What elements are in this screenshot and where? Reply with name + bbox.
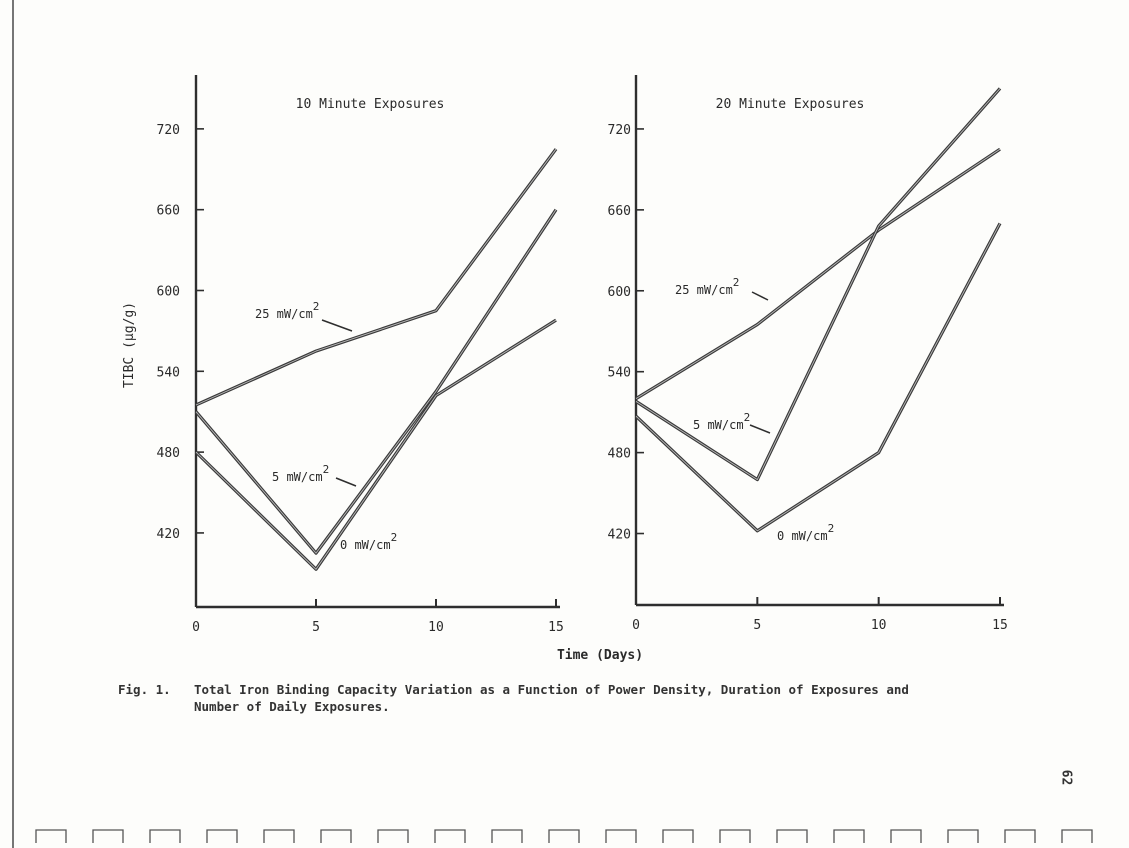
page-number: 62 xyxy=(1058,769,1074,786)
x-tick-label: 15 xyxy=(548,620,564,635)
series-lines xyxy=(196,149,556,569)
label-leader xyxy=(752,292,768,300)
y-tick-label: 720 xyxy=(156,122,180,138)
series-labels xyxy=(675,276,834,543)
perforation-mark xyxy=(606,830,636,843)
y-axis-label: TIBC (µg/g) xyxy=(122,301,137,389)
perforation-mark xyxy=(1005,830,1035,843)
x-tick-label: 15 xyxy=(992,618,1008,633)
series-line-0 xyxy=(636,149,1000,398)
label-leader xyxy=(322,320,352,331)
y-tick-label: 600 xyxy=(607,284,631,300)
y-tick-label: 420 xyxy=(156,526,180,542)
series-line-2 xyxy=(196,320,556,569)
y-tick-label: 540 xyxy=(607,365,631,381)
perforation-mark xyxy=(93,830,123,843)
perforation-mark xyxy=(150,830,180,843)
perforation-mark xyxy=(1062,830,1092,843)
series-label: 0 mW/cm2 xyxy=(777,522,835,543)
perforation-mark xyxy=(549,830,579,843)
x-tick-label: 10 xyxy=(870,618,887,633)
x-tick-label: 5 xyxy=(312,620,320,635)
caption-line-1: Total Iron Binding Capacity Variation as a Function of Power Density, Duration of Exposures and xyxy=(194,682,909,697)
series-line-highlight-2 xyxy=(196,320,556,569)
perforation-mark xyxy=(720,830,750,843)
perforation-mark xyxy=(948,830,978,843)
x-tick-label: 0 xyxy=(192,620,200,635)
series-label: 5 mW/cm2 xyxy=(272,463,330,484)
series-line-highlight-0 xyxy=(196,149,556,405)
perforation-mark xyxy=(435,830,465,843)
perforation-mark xyxy=(378,830,408,843)
panel-10-minute xyxy=(122,75,564,635)
series-label: 25 mW/cm2 xyxy=(255,300,320,321)
panel-title: 10 Minute Exposures xyxy=(295,97,445,112)
figure-caption xyxy=(118,681,1018,715)
perforation-strip xyxy=(36,830,1092,843)
axes xyxy=(608,75,1008,633)
x-tick-label: 10 xyxy=(428,620,444,635)
caption-line-2: Number of Daily Exposures. xyxy=(194,699,390,714)
y-tick-label: 720 xyxy=(607,122,631,138)
series-label: 0 mW/cm2 xyxy=(340,531,398,552)
x-tick-label: 0 xyxy=(632,618,640,633)
series-label: 5 mW/cm2 xyxy=(693,411,751,432)
caption-label: Fig. 1. xyxy=(118,682,171,697)
label-leader xyxy=(750,425,770,433)
series-line-2 xyxy=(636,223,1000,530)
perforation-mark xyxy=(36,830,66,843)
series-line-0 xyxy=(196,149,556,405)
panel-title: 20 Minute Exposures xyxy=(715,97,865,112)
y-tick-label: 660 xyxy=(156,203,180,219)
perforation-mark xyxy=(264,830,294,843)
y-tick-label: 600 xyxy=(156,284,180,300)
y-tick-label: 660 xyxy=(607,203,631,219)
perforation-mark xyxy=(891,830,921,843)
series-line-highlight-2 xyxy=(636,223,1000,530)
y-tick-label: 540 xyxy=(156,365,180,381)
label-leader xyxy=(336,478,356,486)
series-label: 25 mW/cm2 xyxy=(675,276,740,297)
series-lines xyxy=(636,88,1000,530)
perforation-mark xyxy=(663,830,693,843)
perforation-mark xyxy=(777,830,807,843)
y-tick-label: 480 xyxy=(607,446,631,462)
perforation-mark xyxy=(492,830,522,843)
x-axis-label: Time (Days) xyxy=(556,648,644,663)
perforation-mark xyxy=(207,830,237,843)
series-labels xyxy=(255,300,397,552)
y-tick-label: 480 xyxy=(156,446,180,462)
y-tick-label: 420 xyxy=(607,527,631,543)
perforation-mark xyxy=(834,830,864,843)
x-tick-label: 5 xyxy=(753,618,762,633)
perforation-mark xyxy=(321,830,351,843)
panel-20-minute xyxy=(608,75,1008,633)
